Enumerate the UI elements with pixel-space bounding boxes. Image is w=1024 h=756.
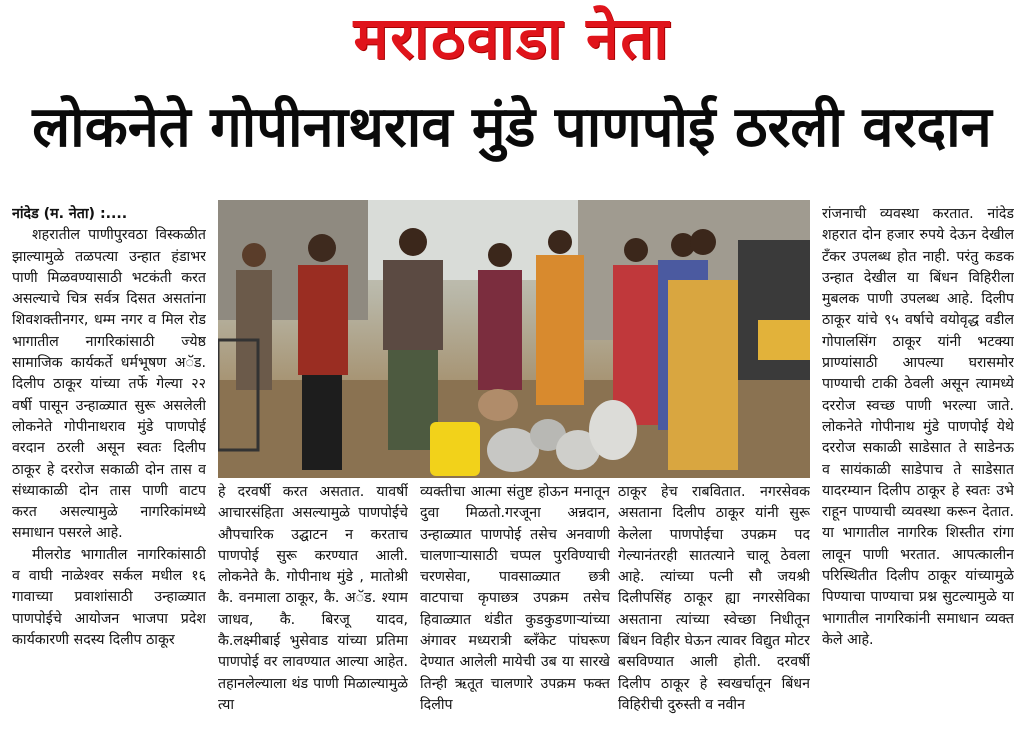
article-column-4 <box>618 482 810 752</box>
article-column-3 <box>420 482 610 752</box>
paragraph-6: रांजनाची व्यवस्था करतात. नांदेड शहरात दोन हजार रुपये देऊन देखील टँकर उपलब्ध होत नाही. परंतु कडक उन्हात देखील या बिंधन विहिरीला मुबलक पाणी उपलब्ध आहे. दिलीप ठाकूर यांचे ९५ वर्षाचे वयोवृद्ध वडील गोपालसिंग ठाकूर यांनी भटक्या प्राण्यांसाठी आपल्या घरासमोर पाण्याची टाकी ठेवली असून त्यामध्ये दररोज स्वच्छ पाणी भरल्या जाते. लोकनेते गोपीनाथ मुंडे पाणपोई येथे दररोज सकाळी साडेसात ते साडेनऊ व सायंकाळी साडेपाच ते साडेसात यादरम्यान दिलीप ठाकूर हे स्वतः उभे राहून पाण्याची व्यवस्था करून देतात. या भागातील नागरिक शिस्तीत रांगा लावून पाणी भरतात. आपत्कालीन परिस्थितीत दिलीप ठाकूर यांच्यामुळे पिण्याचा पाण्याचा प्रश्न सुटल्यामुळे या भागातील नागरिकांनी समाधान व्यक्त केले आहे. <box>822 206 1014 648</box>
article-column-2 <box>218 482 408 752</box>
paragraph-5: ठाकूर हेच राबवितात. नगरसेवक असताना दिलीप ठाकूर यांनी सुरू केलेला पाणपोईचा उपक्रम पद गेल्यानंतरही सातत्याने चालू ठेवला आहे. त्यांच्या पत्नी सौ जयश्री दिलीपसिंह ठाकूर ह्या नगरसेविका असताना त्यांच्या स्वेच्छा निधीतून बिंधन विहीर घेऊन त्यावर विद्युत मोटर बसविण्यात आली होती. दरवर्षी दिलीप ठाकूर हे स्वखर्चातून बिंधन विहिरीची दुरुस्ती व नवीन <box>618 484 810 713</box>
dateline: नांदेड (म. नेता) :.... <box>12 206 128 222</box>
paragraph-2: मीलरोड भागातील नागरिकांसाठी व वाघी नाळेश्वर सर्कल मधील १६ गावाच्या प्रवाशांसाठी उन्हाळ्यात पाणपोईचे आयोजन भाजपा प्रदेश कार्यकारणी सदस्य दिलीप ठाकूर <box>12 546 206 648</box>
headline: लोकनेते गोपीनाथराव मुंडे पाणपोई ठरली वरदान <box>32 95 992 160</box>
article-column-5 <box>822 204 1014 752</box>
masthead-title: मराठवाडा नेता <box>353 4 671 72</box>
news-photo <box>218 200 810 478</box>
article-column-1 <box>12 204 206 752</box>
paragraph-4: व्यक्तीचा आत्मा संतुष्ट होऊन मनातून दुवा मिळतो.गरजूना अन्नदान, उन्हाळ्यात पाणपोई तसेच अनवाणी चालणाऱ्यासाठी चप्पल पुरविण्याची चरणसेवा, पावसाळ्यात छत्री वाटपाचा कृपाछत्र उपक्रम तसेच हिवाळ्यात थंडीत कुडकुडणाऱ्यांच्या अंगावर मध्यरात्री ब्लँकेट पांघरूण देण्यात आलेली मायेची उब या सारखे तिन्ही ऋतूत चालणारे उपक्रम फक्त दिलीप <box>420 484 610 713</box>
photo-illustration <box>218 200 810 478</box>
paragraph-1: शहरातील पाणीपुरवठा विस्कळीत झाल्यामुळे तळपत्या उन्हात हंडाभर पाणी मिळवण्यासाठी भटकंती करत असल्याचे चित्र सर्वत्र दिसत असतांना शिवशक्तीनगर, धम्म नगर व मिल रोड भागातील नागरिकांसाठी ज्येष्ठ सामाजिक कार्यकर्ते धर्मभूषण अॅड. दिलीप ठाकूर यांच्या तर्फे गेल्या २२ वर्षी पासून उन्हाळ्यात सुरू असलेली लोकनेते गोपीनाथराव मुंडे पाणपोई वरदान ठरली असून स्वतः दिलीप ठाकूर हे दररोज सकाळी दोन तास व संध्याकाळी दोन तास पाणी वाटप करत असल्यामुळे नागरिकांमध्ये समाधान पसरले आहे. <box>12 227 206 542</box>
masthead <box>0 0 1024 78</box>
paragraph-3: हे दरवर्षी करत असतात. यावर्षी आचारसंहिता असल्यामुळे पाणपोईचे औपचारिक उद्घाटन न करताच पाणपोई सुरू करण्यात आली. लोकनेते कै. गोपीनाथ मुंडे , मातोश्री कै. वनमाला ठाकूर, कै. अॅड. श्याम जाधव, कै. बिरजू यादव, कै.लक्ष्मीबाई भुसेवाड यांच्या प्रतिमा पाणपोई वर लावण्यात आल्या आहेत. तहानलेल्याला थंड पाणी मिळाल्यामुळे त्या <box>218 484 408 713</box>
